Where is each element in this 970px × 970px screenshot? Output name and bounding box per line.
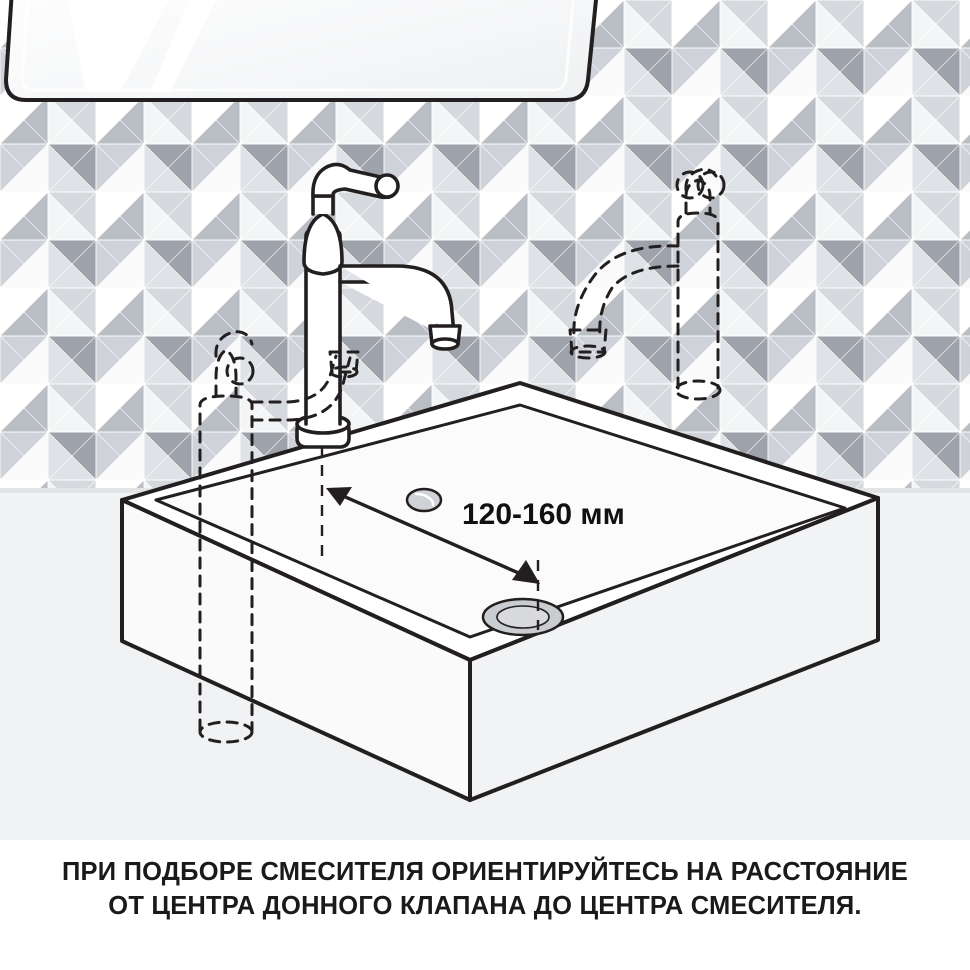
- caption-line-1: ПРИ ПОДБОРЕ СМЕСИТЕЛЯ ОРИЕНТИРУЙТЕСЬ НА РАССТОЯНИЕ: [62, 858, 908, 886]
- dimension-label: 120-160 мм: [462, 498, 625, 531]
- mirror: [6, 0, 600, 100]
- drain-valve: [483, 599, 563, 635]
- caption-line-2: ОТ ЦЕНТРА ДОННОГО КЛАПАНА ДО ЦЕНТРА СМЕСИТЕЛЯ.: [108, 892, 862, 920]
- faucet-mounting-hole: [407, 489, 441, 511]
- caption-text: [0, 855, 970, 923]
